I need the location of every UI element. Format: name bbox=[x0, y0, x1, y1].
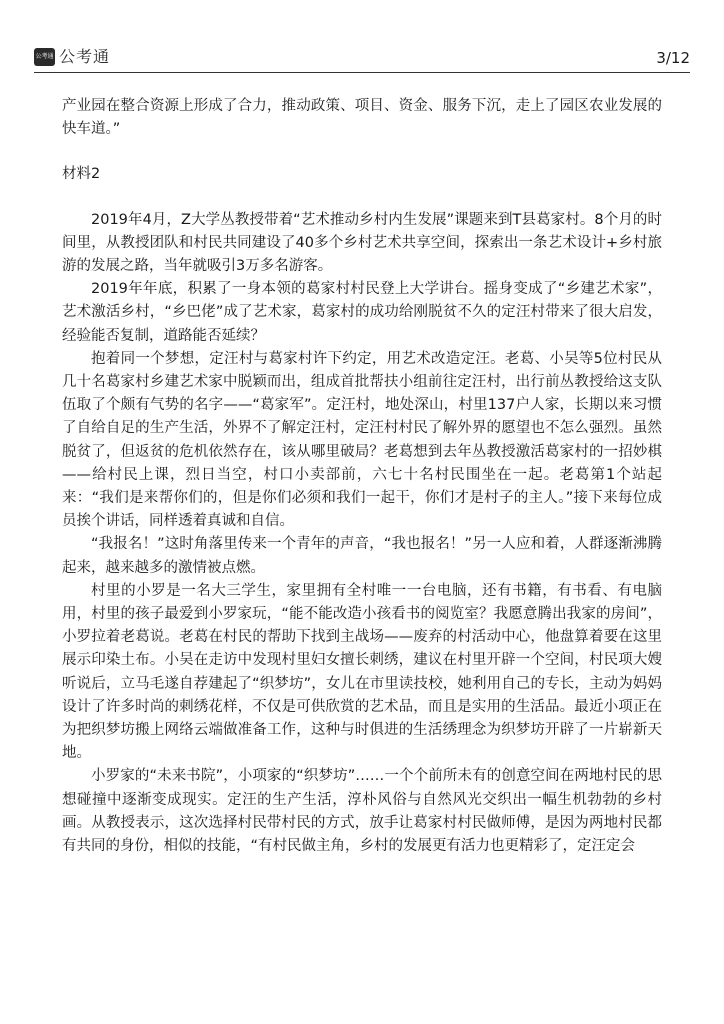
paragraph: 村里的小罗是一名大三学生，家里拥有全村唯一一台电脑，还有书籍，有书看、有电脑用，村里的孩子最爱到小罗家玩，“能不能改造小孩看书的阅览室？我愿意腾出我家的房间”，小罗拉着老葛说。老葛在村民的帮助下找到主战场——废弃的村活动中心，他盘算着要在这里展示印染土布。小吴在走访中发现村里妇女擅长刺绣，建议在村里开辟一个空间，村民项大嫂听说后，立马毛遂自荐建起了“织梦坊”，女儿在市里读技校，她利用自己的专长，主动为妈妈设计了许多时尚的刺绣花样，不仅是可供欣赏的艺术品，而且是实用的生活品。最近小项正在为把织梦坊搬上网络云端做准备工作，这种与时俱进的生活绣理念为织梦坊开辟了一片崭新天地。 bbox=[62, 582, 662, 762]
page-header bbox=[34, 46, 690, 73]
document-body bbox=[62, 95, 662, 858]
section-heading: 材料2 bbox=[62, 166, 101, 183]
paragraph: 2019年4月，Z大学丛教授带着“艺术推动乡村内生发展”课题来到T县葛家村。8个月的时间里，从教授团队和村民共同建设了40多个乡村艺术共享空间，探索出一条艺术设计+乡村旅游的发展之路，当年就吸引3万多名游客。 bbox=[62, 211, 662, 275]
page-number: 3/12 bbox=[656, 49, 690, 67]
logo-text: 公考通 bbox=[59, 47, 111, 66]
paragraph: 小罗家的“未来书院”，小项家的“织梦坊”……一个个前所未有的创意空间在两地村民的思想碰撞中逐渐变成现实。定汪的生产生活，淳朴风俗与自然风光交织出一幅生机勃勃的乡村画。从教授表示，这次选择村民带村民的方式，放手让葛家村村民做师傅，是因为两地村民都有共同的身份，相似的技能，“有村民做主角，乡村的发展更有活力也更精彩了，定汪定会 bbox=[62, 768, 662, 855]
paragraph: 2019年年底，积累了一身本领的葛家村村民登上大学讲台。摇身变成了“乡建艺术家”，艺术激活乡村，“乡巴佬”成了艺术家，葛家村的成功给刚脱贫不久的定汪村带来了很大启发，经验能否复制，道路能否延续？ bbox=[62, 281, 662, 344]
paragraph: 抱着同一个梦想，定汪村与葛家村许下约定，用艺术改造定汪。老葛、小吴等5位村民从几十名葛家村乡建艺术家中脱颖而出，组成首批帮扶小组前往定汪村，出行前丛教授给这支队伍取了个颇有气势的名字——“葛家军”。定汪村，地处深山，村里137户人家，长期以来习惯了自给自足的生产生活，外界不了解定汪村，定汪村村民了解外界的愿望也不怎么强烈。虽然脱贫了，但返贫的危机依然存在，该从哪里破局？老葛想到去年丛教授激活葛家村的一招妙棋——给村民上课，烈日当空，村口小卖部前，六七十名村民围坐在一起。老葛第1个站起来：“我们是来帮你们的，但是你们必须和我们一起干，你们才是村子的主人。”接下来每位成员挨个讲话，同样透着真诚和自信。 bbox=[62, 350, 662, 530]
paragraph-continued: 产业园在整合资源上形成了合力，推动政策、项目、资金、服务下沉，走上了园区农业发展的快车道。” bbox=[62, 98, 662, 138]
paragraph: “我报名！”这时角落里传来一个青年的声音，“我也报名！”另一人应和着，人群逐渐沸腾起来，越来越多的激情被点燃。 bbox=[62, 536, 662, 576]
logo-icon: 公考通 bbox=[34, 48, 55, 66]
